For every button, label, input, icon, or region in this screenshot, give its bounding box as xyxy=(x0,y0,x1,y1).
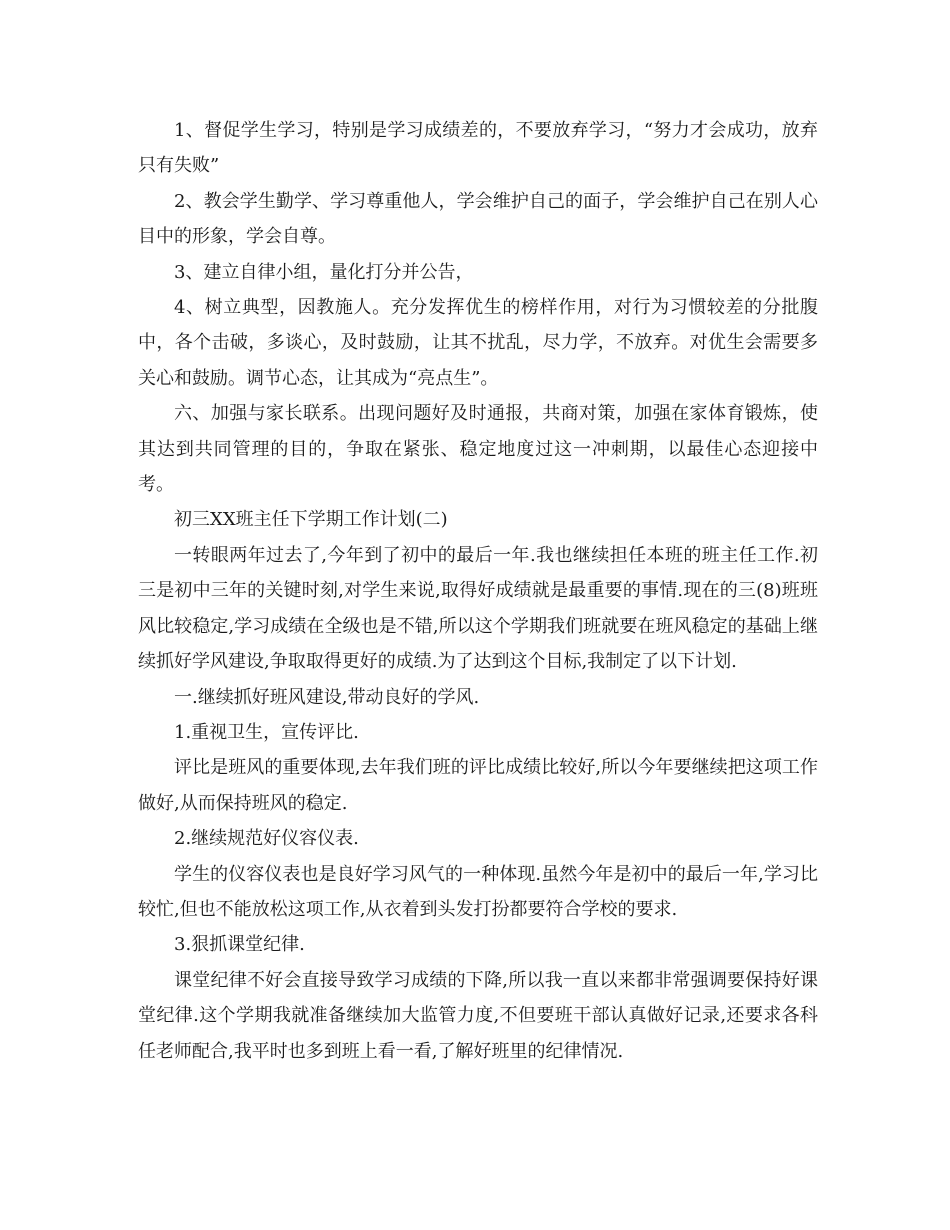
subheading-discipline: 3.狠抓课堂纪律. xyxy=(174,934,305,956)
paragraph-point-3: 3、建立自律小组，量化打分并公告， xyxy=(174,261,474,283)
subheading-appearance: 2.继续规范好仪容仪表. xyxy=(174,828,359,850)
paragraph-section-six: 六、加强与家长联系。出现问题好及时通报，共商对策，加强在家体育锻炼，使其达到共同管理的目的，争取在紧张、稳定地度过这一冲刺期，以最佳心态迎接中考。 xyxy=(138,403,818,496)
document-subtitle: 初三XX班主任下学期工作计划(二) xyxy=(174,509,448,531)
paragraph-point-1: 1、督促学生学习，特别是学习成绩差的，不要放弃学习，“努力才会成功，放弃只有失败” xyxy=(138,120,818,177)
paragraph-hygiene: 评比是班风的重要体现,去年我们班的评比成绩比较好,所以今年要继续把这项工作做好,从而保持班风的稳定. xyxy=(138,757,818,814)
paragraph-intro: 一转眼两年过去了,今年到了初中的最后一年.我也继续担任本班的班主任工作.初三是初中三年的关键时刻,对学生来说,取得好成绩就是最重要的事情.现在的三(8)班班风比较稳定,学习成绩在全级也是不错,所以这个学期我们班就要在班风稳定的基础上继续抓好学风建设,争取取得更好的成绩.为了达到这个目标,我制定了以下计划. xyxy=(138,544,818,673)
paragraph-appearance: 学生的仪容仪表也是良好学习风气的一种体现.虽然今年是初中的最后一年,学习比较忙,但也不能放松这项工作,从衣着到头发打扮都要符合学校的要求. xyxy=(138,863,818,920)
paragraph-point-2: 2、教会学生勤学、学习尊重他人，学会维护自己的面子，学会维护自己在别人心目中的形象，学会自尊。 xyxy=(138,190,818,248)
document-body xyxy=(138,113,818,1069)
paragraph-point-4: 4、树立典型，因教施人。充分发挥优生的榜样作用，对行为习惯较差的分批腹中，各个击破，多谈心，及时鼓励，让其不扰乱，尽力学，不放弃。对优生会需要多关心和鼓励。调节心态，让其成为“亮点生”。 xyxy=(138,297,818,389)
section-heading-one: 一.继续抓好班风建设,带动良好的学风. xyxy=(174,686,480,708)
subheading-hygiene: 1.重视卫生，宣传评比. xyxy=(174,721,359,743)
paragraph-discipline: 课堂纪律不好会直接导致学习成绩的下降,所以我一直以来都非常强调要保持好课堂纪律.这个学期我就准备继续加大监管力度,不但要班干部认真做好记录,还要求各科任老师配合,我平时也多到班上看一看,了解好班里的纪律情况. xyxy=(138,969,818,1062)
